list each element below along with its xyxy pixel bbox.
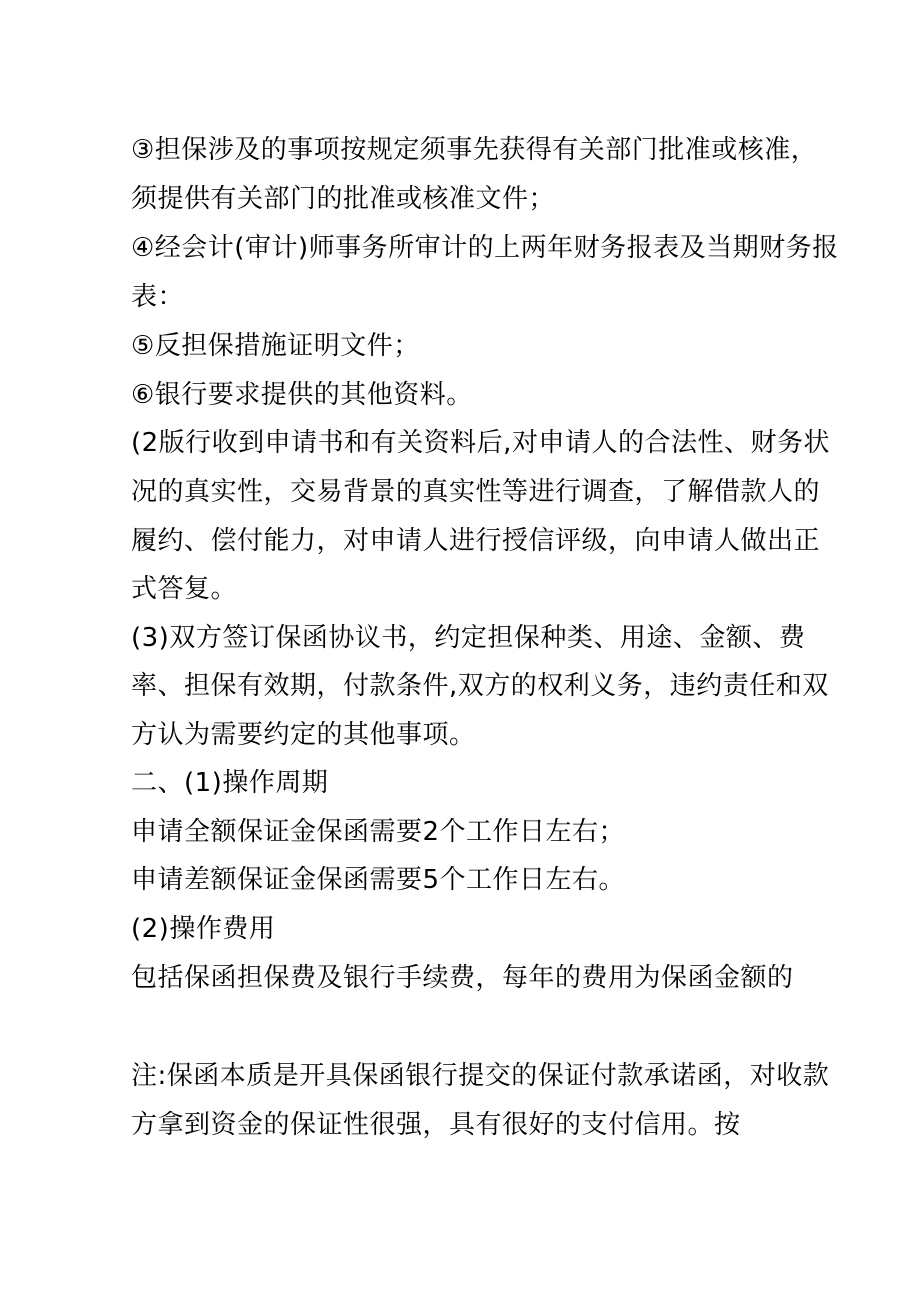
text-line: 申请全额保证金保函需要2个工作日左右； [131,817,626,847]
text-line: 表： [131,282,185,312]
note-line: 注:保函本质是开具保函银行提交的保证付款承诺函，对收款 [131,1061,830,1091]
note-line: 方拿到资金的保证性很强，具有很好的支付信用。按 [131,1110,741,1140]
text-line: 式答复。 [131,574,238,604]
text-line: 率、担保有效期，付款条件,双方的权利义务，违约责任和双 [131,671,829,701]
text-line: 况的真实性，交易背景的真实性等进行调查，了解借款人的 [131,477,821,507]
text-line: ④经会计(审计)师事务所审计的上两年财务报表及当期财务报 [131,233,839,263]
text-line: 履约、偿付能力，对申请人进行授信评级，向申请人做出正 [131,526,821,556]
section-heading: 二、(1)操作周期 [131,768,329,798]
text-line: (2版行收到申请书和有关资料后,对申请人的合法性、财务状 [131,428,830,458]
text-line: 申请差额保证金保函需要5个工作日左右。 [131,865,626,895]
text-line: 包括保函担保费及银行手续费，每年的费用为保函金额的 [131,963,794,993]
text-line: 须提供有关部门的批准或核准文件； [131,184,556,214]
text-line: ⑤反担保措施证明文件； [131,331,420,361]
subsection-heading: (2)操作费用 [131,914,276,944]
text-line: (3)双方签订保函协议书，约定担保种类、用途、金额、费 [131,623,806,653]
text-line: ③担保涉及的事项按规定须事先获得有关部门批准或核准， [131,135,818,165]
text-line: ⑥银行要求提供的其他资料。 [131,380,473,410]
text-line: 方认为需要约定的其他事项。 [131,720,476,750]
